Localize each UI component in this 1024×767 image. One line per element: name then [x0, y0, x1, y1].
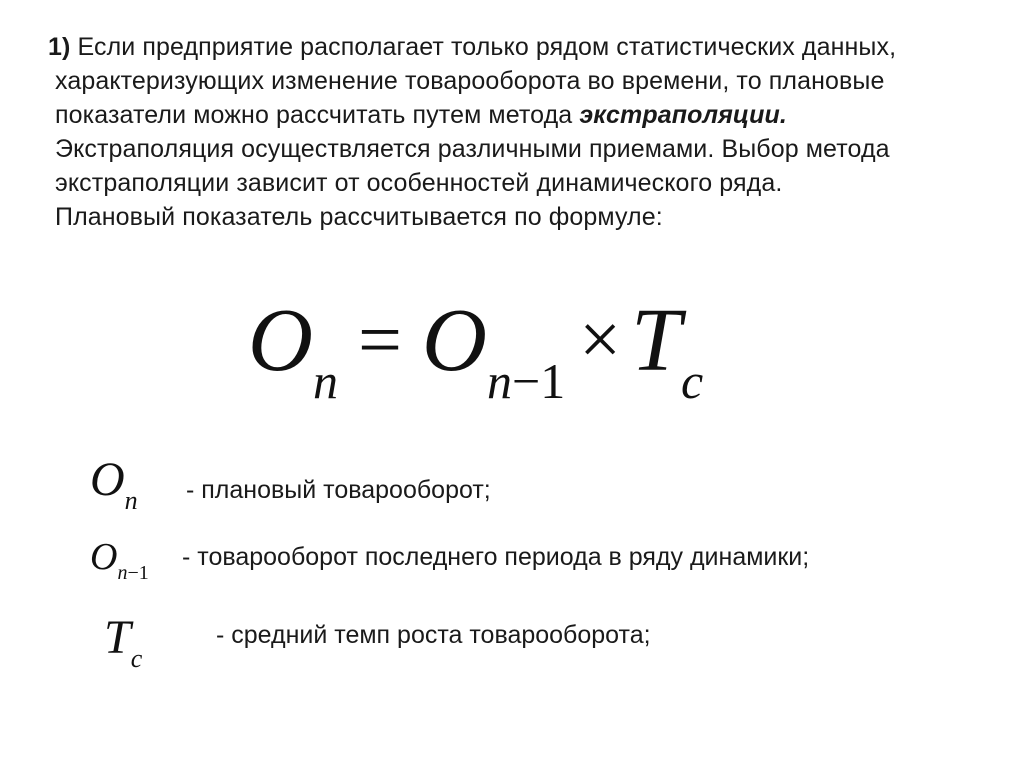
formula-rhs-sub-rest: −1 — [512, 353, 566, 409]
intro-line-2: характеризующих изменение товарооборота во времени, то плановые — [55, 67, 885, 95]
legend-symbol-last-period — [90, 536, 149, 584]
legend-sub-var: n — [117, 562, 128, 584]
formula-rate-sub: c — [681, 353, 704, 409]
formula-rhs-symbol: O — [422, 291, 487, 390]
intro-text-3: показатели можно рассчитать путем метода — [55, 101, 580, 129]
legend-symbol-sub — [125, 486, 138, 515]
legend-symbol-sub — [131, 644, 143, 673]
intro-text-1: Если предприятие располагает только рядом статистических данных, — [77, 33, 897, 61]
legend-symbol-planned — [90, 453, 138, 515]
extrapolation-term: экстраполяции. — [579, 101, 787, 129]
formula-rate-symbol: T — [630, 291, 681, 390]
legend-text-last-period: - товарооборот последнего периода в ряду динамики; — [182, 543, 810, 571]
formula-times: × — [579, 299, 621, 381]
formula-lhs-symbol: O — [248, 291, 313, 390]
formula-rhs-sub-var: n — [487, 353, 512, 409]
legend-symbol-growth-rate — [104, 611, 143, 673]
intro-line-3 — [55, 98, 787, 132]
main-formula — [248, 291, 704, 409]
intro-line-4: Экстраполяция осуществляется различными приемами. Выбор метода — [55, 135, 890, 163]
legend-sub-rest: −1 — [127, 562, 149, 584]
formula-rhs-sub — [487, 353, 565, 409]
item-number: 1) — [48, 33, 71, 61]
formula-equals: = — [358, 296, 402, 383]
legend-text-planned: - плановый товарооборот; — [186, 476, 491, 504]
legend-symbol-letter: O — [90, 536, 118, 578]
legend-symbol-sub — [117, 562, 148, 584]
legend-sub-var: n — [124, 486, 138, 515]
legend-symbol-letter: O — [90, 453, 125, 506]
intro-line-6: Плановый показатель рассчитывается по формуле: — [55, 203, 663, 231]
formula-lhs-sub: n — [313, 353, 338, 409]
legend-symbol-letter: T — [104, 611, 131, 664]
legend-text-growth-rate: - средний темп роста товарооборота; — [216, 621, 651, 649]
legend-sub-var: c — [130, 644, 143, 673]
intro-line-1 — [48, 30, 896, 64]
intro-line-5: экстраполяции зависит от особенностей динамического ряда. — [55, 169, 783, 197]
